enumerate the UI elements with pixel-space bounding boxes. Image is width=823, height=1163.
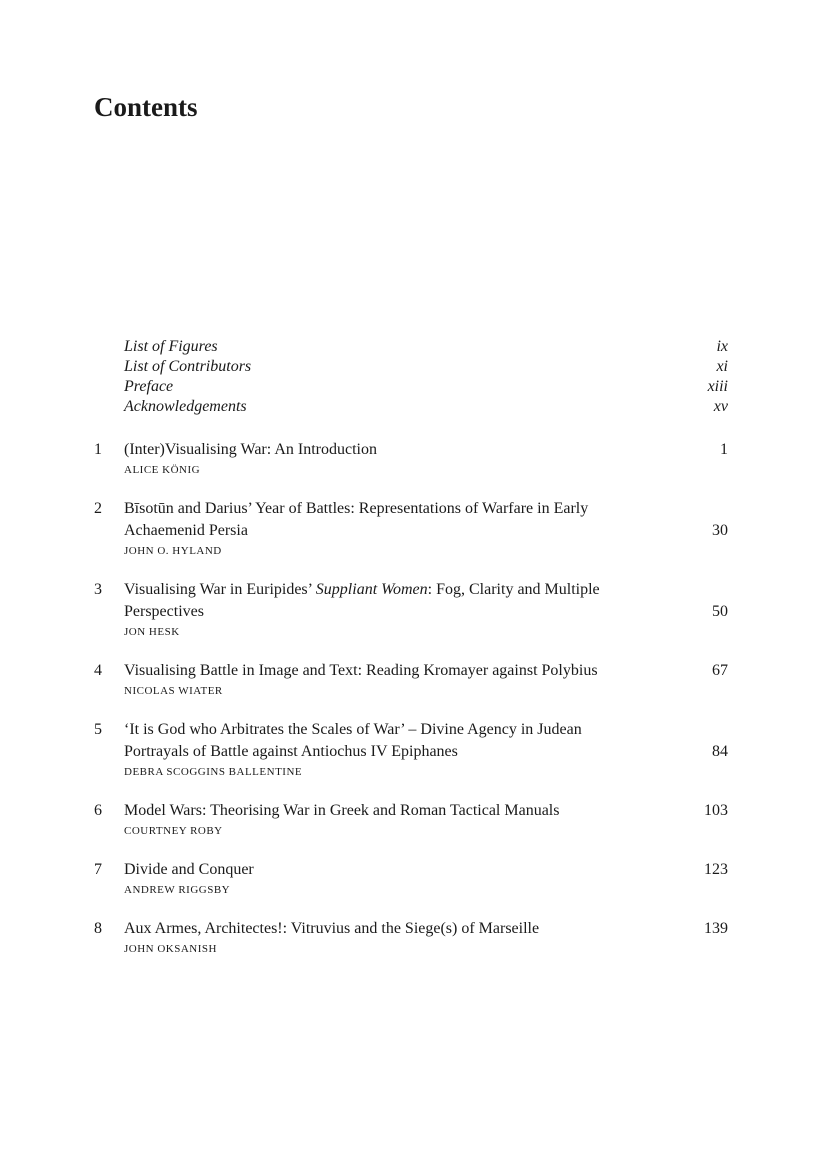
- chapter-author: JOHN O. HYLAND: [124, 545, 222, 557]
- chapter-author: ALICE KÖNIG: [124, 464, 201, 476]
- chapter-author: DEBRA SCOGGINS BALLENTINE: [124, 766, 303, 778]
- chapter-title: ‘It is God who Arbitrates the Scales of War’ – Divine Agency in Judean Portrayals of Battle against Antiochus IV Epiphanes: [124, 721, 582, 760]
- chapter-page: 1: [720, 441, 728, 458]
- chapter-entry: [94, 859, 728, 897]
- chapter-author: COURTNEY ROBY: [124, 825, 223, 837]
- front-matter-item: [124, 397, 728, 417]
- front-matter-page: ix: [716, 338, 728, 355]
- chapter-page: 139: [704, 920, 728, 937]
- chapter-title: Aux Armes, Architectes!: Vitruvius and the Siege(s) of Marseille: [124, 920, 540, 937]
- chapter-title: (Inter)Visualising War: An Introduction: [124, 441, 377, 458]
- chapter-entry: [94, 579, 728, 639]
- chapter-entry: [94, 800, 728, 838]
- page-title: Contents: [94, 92, 198, 122]
- chapter-author: ANDREW RIGGSBY: [124, 884, 231, 896]
- front-matter-label: List of Figures: [124, 338, 218, 355]
- chapter-number: 8: [94, 920, 102, 937]
- chapter-page: 123: [704, 861, 728, 878]
- chapter-entry: [94, 498, 728, 558]
- front-matter-item: [124, 377, 728, 397]
- front-matter-item: [124, 357, 728, 377]
- chapter-page: 84: [712, 743, 728, 760]
- chapter-title: Visualising Battle in Image and Text: Reading Kromayer against Polybius: [124, 662, 598, 679]
- chapter-title: Divide and Conquer: [124, 861, 254, 878]
- chapter-entry: [94, 660, 728, 698]
- chapter-page: 103: [704, 802, 728, 819]
- chapter-number: 7: [94, 861, 102, 878]
- front-matter-page: xiii: [707, 378, 728, 395]
- front-matter-label: Preface: [124, 378, 174, 395]
- front-matter-page: xv: [713, 398, 728, 415]
- chapter-number: 3: [94, 581, 102, 598]
- chapter-number: 2: [94, 500, 102, 517]
- chapter-title: Bīsotūn and Darius’ Year of Battles: Representations of Warfare in Early Achaemenid Persia: [124, 500, 589, 539]
- chapter-number: 1: [94, 441, 102, 458]
- front-matter-item: [124, 337, 728, 357]
- chapter-number: 5: [94, 721, 102, 738]
- chapter-page: 30: [712, 522, 728, 539]
- front-matter-label: List of Contributors: [124, 358, 252, 375]
- chapter-entry: [94, 719, 728, 779]
- front-matter-list: [124, 337, 728, 417]
- front-matter-label: Acknowledgements: [124, 398, 247, 415]
- chapter-entry: [94, 918, 728, 956]
- chapter-author: NICOLAS WIATER: [124, 685, 223, 697]
- chapter-title: Model Wars: Theorising War in Greek and Roman Tactical Manuals: [124, 802, 560, 819]
- chapter-title: Visualising War in Euripides’ Suppliant Women: Fog, Clarity and Multiple Perspectives: [124, 581, 600, 620]
- chapter-list: [94, 439, 728, 977]
- chapter-entry: [94, 439, 728, 477]
- chapter-author: JON HESK: [124, 626, 180, 638]
- front-matter-page: xi: [716, 358, 728, 375]
- chapter-author: JOHN OKSANISH: [124, 943, 217, 955]
- chapter-page: 50: [712, 603, 728, 620]
- chapter-number: 6: [94, 802, 102, 819]
- chapter-page: 67: [712, 662, 728, 679]
- chapter-number: 4: [94, 662, 102, 679]
